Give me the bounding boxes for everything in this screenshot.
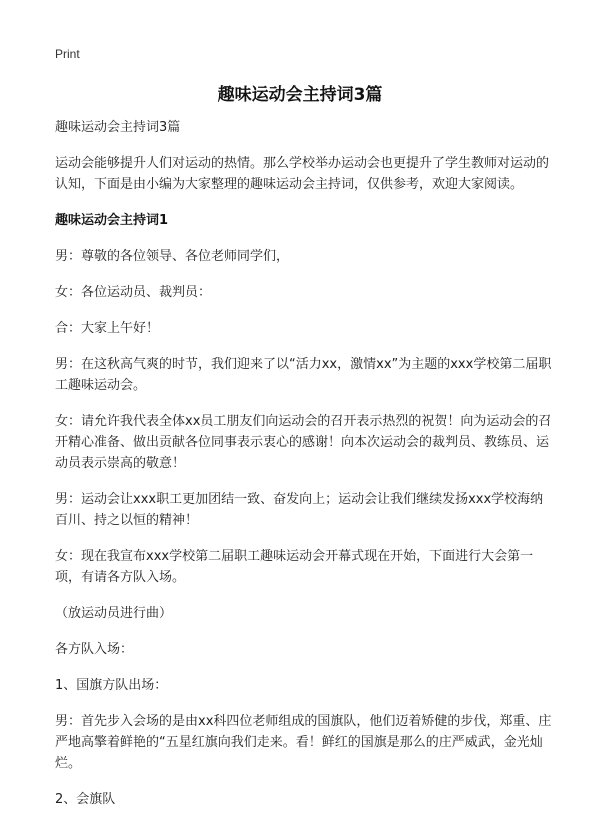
section-label: 各方队入场：: [55, 642, 134, 657]
intro-title: 趣味运动会主持词3篇: [55, 120, 181, 135]
stage-direction: （放运动员进行曲）: [55, 606, 173, 621]
speech-line: 女：请允许我代表全体xx员工朋友们向运动会的召开表示热烈的祝贺！向为运动会的召开精心准备、做出贡献各位同事表示衷心的感谢！向本次运动会的裁判员、教练员、运动员表示崇高的敬意！: [55, 414, 552, 471]
speech-line: 女：各位运动员、裁判员：: [55, 285, 212, 300]
print-link[interactable]: Print: [55, 47, 80, 61]
speech-line: 女：现在我宣布xxx学校第二届职工趣味运动会开幕式现在开始，下面进行大会第一项，有请各方队入场。: [55, 549, 534, 585]
speech-line: 男：在这秋高气爽的时节，我们迎来了以“活力xx，激情xx”为主题的xxx学校第二届职工趣味运动会。: [55, 357, 552, 393]
section-label: 1、国旗方队出场：: [55, 678, 168, 693]
document-body: [55, 117, 553, 825]
intro-paragraph: 运动会能够提升人们对运动的热情。那么学校举办运动会也更提升了学生教师对运动的认知，下面是由小编为大家整理的趣味运动会主持词，仅供参考，欢迎大家阅读。: [55, 156, 550, 192]
document-title: 趣味运动会主持词3篇: [217, 85, 383, 105]
section-label: 2、会旗队: [55, 792, 116, 807]
speech-line: 合：大家上午好！: [55, 321, 160, 336]
speech-line: 男：首先步入会场的是由xx科四位老师组成的国旗队，他们迈着矫健的步伐，郑重、庄严地高擎着鲜艳的“五星红旗向我们走来。看！鲜红的国旗是那么的庄严威武，金光灿烂。: [55, 714, 552, 771]
speech-line: 男：运动会让xxx职工更加团结一致、奋发向上；运动会让我们继续发扬xxx学校海纳百川、持之以恒的精神！: [55, 492, 544, 528]
section-heading: 趣味运动会主持词1: [55, 213, 169, 228]
speech-line: 男：尊敬的各位领导、各位老师同学们，: [55, 249, 290, 264]
